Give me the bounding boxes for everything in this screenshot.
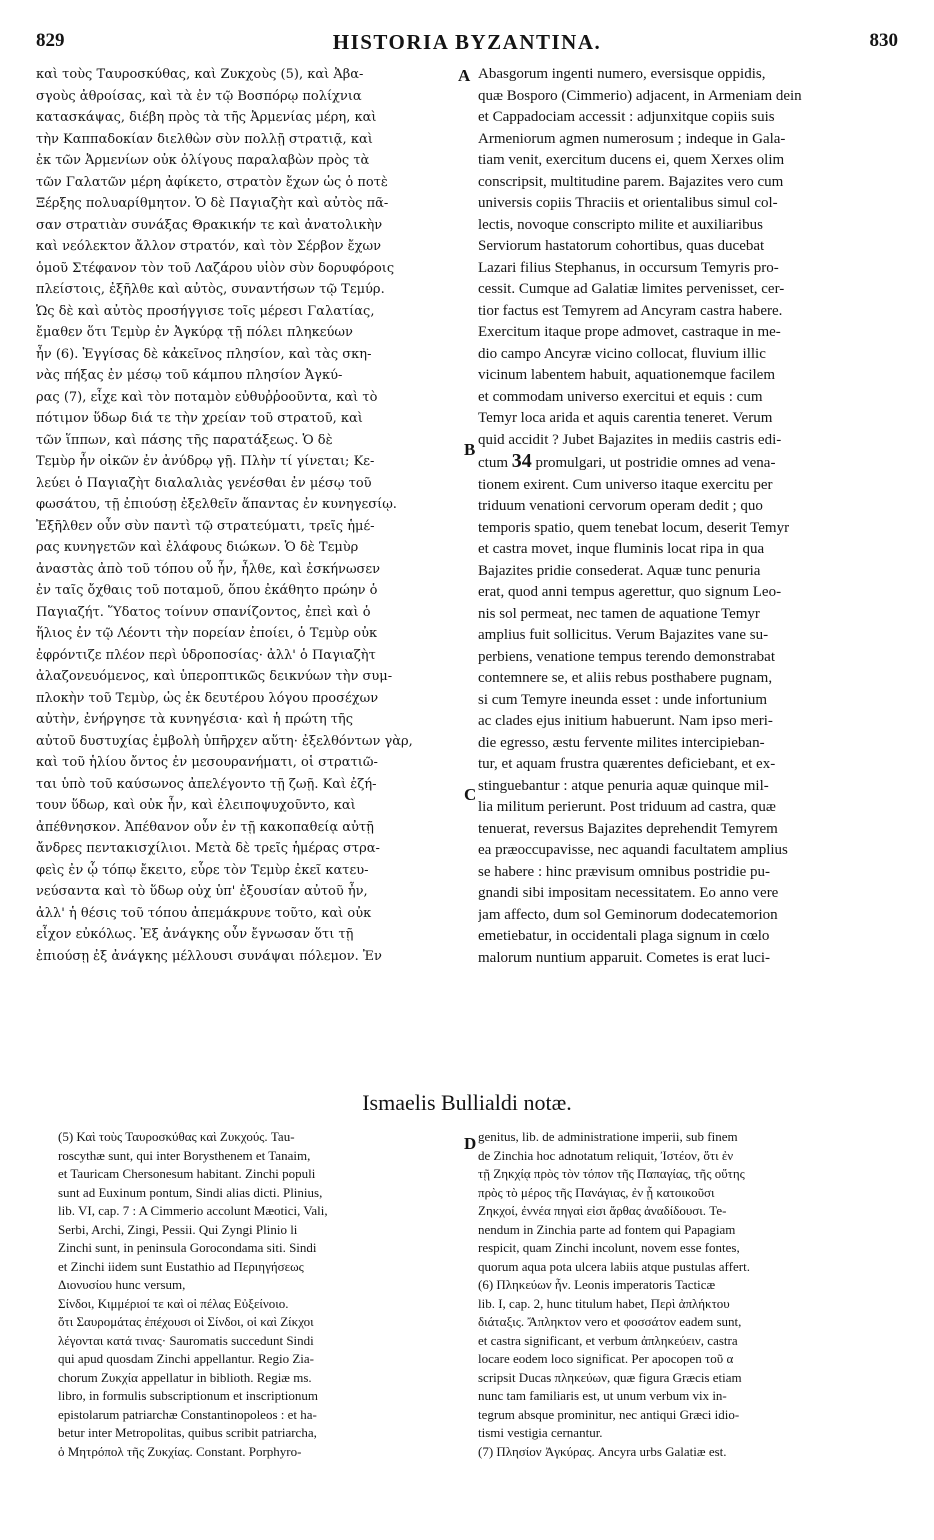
greek-text-line: καὶ τοὺς Ταυροσκύθας, καὶ Ζυκχοὺς (5), καὶ Ἀβα- [36, 67, 364, 82]
note-line: nunc tam familiaris est, ut unum verbum vix in- [478, 1388, 727, 1403]
latin-text-line: stinguebantur : atque penuria aquæ quinque mil- [478, 777, 769, 794]
note-line: betur inter Metropolitas, quibus scribit patriarcha, [58, 1425, 317, 1440]
greek-text-line: Παγιαζήτ. Ὕδατος τοίνυν σπανίζοντος, ἐπεὶ καὶ ὁ [36, 604, 371, 620]
note-line: libro, in formulis subscriptionum et inscriptionum [58, 1388, 318, 1403]
note-line: chorum Ζυκχία appellatur in biblioth. Regiæ ms. [58, 1369, 312, 1385]
greek-text-line: εἶχον εὐκόλως. Ἐξ ἀνάγκης οὖν ἔγνωσαν ὅτι τῇ [36, 927, 354, 942]
greek-text-line: ἀπέθνησκον. Ἀπέθανον οὖν ἐν τῇ κακοπαθείᾳ αὐτῇ [36, 819, 374, 835]
latin-text-line: Exercitum itaque prope admovet, castraque in me- [478, 324, 781, 340]
greek-text-line: ἥλιος ἐν τῷ Λέοντι τὴν πορείαν ἐποίει, ὁ Τεμὺρ οὐκ [36, 626, 378, 641]
page-number-right: 830 [869, 30, 898, 51]
note-line: τῇ Ζηκχίᾳ πρὸς τὸν τόπον τῆς Παπαγίας, τῆς οὔτης [478, 1166, 745, 1181]
note-line: et Tauricam Chersonesum habitant. Zinchi populi [58, 1166, 316, 1181]
note-line: nendum in Zinchia parte ad fontem qui Papagiam [478, 1221, 736, 1237]
latin-text-line: si cum Temyre ineunda esset : unde infortunium [478, 691, 768, 708]
latin-text-line: amplius fuit sollicitus. Verum Bajazites vane su- [478, 627, 769, 643]
greek-text-line: ἀναστὰς ἀπὸ τοῦ τόπου οὗ ἦν, ἦλθε, καὶ ἐσκήνωσεν [36, 561, 381, 577]
greek-text-line: σαν στρατιὰν συνάξας Θρακικήν τε καὶ ἀνατολικὴν [36, 217, 383, 233]
latin-text-line: Serviorum hastatorum cohortibus, quas ducebat [478, 238, 765, 254]
greek-text-line: πλοκὴν τοῦ Τεμὺρ, ὡς ἐκ δευτέρου λόγου προσέχων [36, 690, 379, 706]
notes-right-column [478, 1128, 902, 1461]
greek-text-line: αὐτοῦ δυστυχίας ἐμβολὴ ὑπῆρχεν αὕτη· ἐξελθόντων γὰρ, [36, 733, 413, 749]
note-line: epistolarum patriarchæ Constantinopoleos : et ha- [58, 1406, 317, 1422]
note-line: ὅτι Σαυρομάτας ἐπέχουσι οἱ Σίνδοι, οἱ καὶ Ζίκχοι [58, 1314, 314, 1329]
note-line: locare eodem loco significat. Per apocopen τοῦ α [478, 1351, 734, 1366]
greek-text-line: ἀλαζονευόμενος, καὶ ὑπεροπτικῶς δεικνύων τὴν συμ- [36, 669, 393, 684]
greek-text-line: αὐτὴν, ἐνήργησε τὰ κυνηγέσια· καὶ ἡ πρώτη τῆς [36, 712, 353, 727]
note-line: lib. VI, cap. 7 : A Cimmerio accolunt Mæotici, Vali, [58, 1203, 328, 1218]
latin-text-line: tenuerat, reversus Bajazites deprehendit Temyrem [478, 820, 778, 837]
note-line: et castra significant, et verbum ἀπληκεύειν, castra [478, 1332, 738, 1348]
latin-text-line: perbiens, venatione tempus terendo demonstrabat [478, 648, 775, 665]
latin-text-line: gnandi sibi impositam necessitatem. Eo anno vere [478, 885, 779, 901]
latin-text-line: et commodam universo exercitui et equis : cum [478, 388, 763, 405]
latin-text-line: tionem exirent. Cum universo itaque exercitu per [478, 476, 773, 493]
note-line: Διονυσίου hunc versum, [58, 1277, 186, 1292]
greek-text-line: κατασκάψας, διέβη πρὸς τὰ τῆς Ἀρμενίας μέρη, καὶ [36, 110, 377, 125]
greek-text-line: νεύσαντα καὶ τὸ ὕδωρ οὐχ ὑπ' ἐξουσίαν αὐτοῦ ἦν, [36, 884, 368, 899]
latin-text-line: dio campo Ancyræ vicino collocat, fluvium illic [478, 345, 766, 362]
greek-text-line: ρας κυνηγετῶν καὶ ἐλάφους διώκων. Ὁ δὲ Τεμὺρ [36, 540, 359, 555]
latin-text-line: cessit. Cumque ad Galatiæ limites pervenisset, cer- [478, 281, 785, 297]
latin-text-line: Armeniorum agmen numerosum ; indeque in Gala- [478, 130, 786, 147]
greek-text-line: τουν ὕδωρ, καὶ οὐκ ἦν, καὶ ἐλειποψυχοῦντο, καὶ [36, 798, 356, 813]
greek-text-line: πότιμον ὕδωρ διά τε τὴν χρείαν τοῦ στρατοῦ, καὶ [36, 411, 363, 426]
greek-text-line: ἐπιούσῃ ἐξ ἀνάγκης μέλλουσι συνάψαι πόλεμον. Ἐν [36, 948, 382, 964]
note-line: πρὸς τὸ μέρος τῆς Πανάγιας, ἐν ᾗ κατοικοῦσι [478, 1184, 715, 1200]
greek-text-line: Τεμὺρ ἦν οἰκῶν ἐν ἀνύδρῳ γῇ. Πλὴν τί γίνεται; Κε- [36, 454, 375, 469]
note-line: genitus, lib. de administratione imperii, sub finem [478, 1129, 738, 1144]
latin-text-line: lia militum perierunt. Post triduum ad castra, quæ [478, 799, 776, 815]
margin-marker-c: C [464, 785, 477, 804]
greek-text-column [36, 64, 462, 967]
greek-text-line: ἄνδρες πεντακισχίλιοι. Μετὰ δὲ τρεῖς ἡμέρας στρα- [36, 841, 380, 856]
greek-text-line: λεύει ὁ Παγιαζὴτ διαλαλιὰς γενέσθαι ἐν μέσῳ τοῦ [36, 475, 372, 491]
greek-text-line: νὰς πήξας ἐν μέσῳ τοῦ κάμπου πλησίον Ἀγκύ- [36, 368, 343, 383]
note-line: (7) Πλησίον Ἀγκύρας. Ancyra urbs Galatiæ est. [478, 1443, 727, 1459]
note-line: qui apud quosdam Zinchi appellantur. Regio Zia- [58, 1351, 314, 1366]
note-line: sunt ad Euxinum pontum, Sindi alias dicti. Plinius, [58, 1184, 323, 1200]
latin-text-column [478, 64, 902, 969]
note-line: (6) Πληκεύων ἦν. Leonis imperatoris Tacticæ [478, 1277, 716, 1292]
inline-page-number: 34 [511, 451, 532, 472]
latin-text-line: contemnere se, et aliis rebus posthabere pugnam, [478, 670, 773, 686]
greek-text-line: τῶν Γαλατῶν μέρη ἀφίκετο, στρατὸν ἔχων ὡς ὁ ποτὲ [36, 174, 388, 190]
note-line: quorum aqua pota ulcera labiis atque pustulas affert. [478, 1258, 750, 1274]
greek-text-line: ἐν ταῖς ὄχθαις τοῦ ποταμοῦ, ὅπου ἐκάθητο πρώην ὁ [36, 583, 378, 598]
latin-text-line: jam affecto, dum sol Geminorum dodecatemorion [478, 906, 778, 923]
greek-text-line: ρας (7), εἶχε καὶ τὸν ποταμὸν εὐθυῤῥοοῦντα, καὶ τὸ [36, 389, 378, 405]
latin-text-line: Abasgorum ingenti numero, eversisque oppidis, [478, 66, 766, 82]
greek-text-line: Ξέρξης πολυαρίθμητον. Ὁ δὲ Παγιαζὴτ καὶ αὐτὸς πᾶ- [36, 196, 389, 211]
greek-text-line: ἔμαθεν ὅτι Τεμὺρ ἐν Ἀγκύρᾳ τῇ πόλει πληκεύων [36, 325, 353, 340]
latin-text-line: tiam venit, exercitum ducens ei, quem Xerxes olim [478, 152, 785, 168]
latin-text-line: ea præoccupavisse, nec aquandi facultatem amplius [478, 842, 788, 858]
greek-text-line: ἐφρόντιζε πλέον περὶ ὑδροποσίας· ἀλλ' ὁ Παγιαζὴτ [36, 647, 376, 663]
latin-text-line: universis copiis Thraciis et orientalibus simul col- [478, 195, 778, 211]
latin-text-line: ac clades ejus initium habuerunt. Nam ipso meri- [478, 713, 773, 729]
page-number-left: 829 [36, 30, 65, 51]
note-line: roscythæ sunt, qui inter Borysthenem et Tanaim, [58, 1147, 311, 1163]
margin-marker-b: B [464, 440, 476, 459]
latin-text-line: vicinum labentem habuit, aquationemque facilem [478, 367, 775, 383]
note-line: (5) Καὶ τοὺς Ταυροσκύθας καὶ Ζυκχούς. Tau- [58, 1129, 295, 1144]
latin-text-line: quid accidit ? Jubet Bajazites in mediis castris edi- [478, 431, 782, 448]
greek-text-line: πλείστοις, ἐξῆλθε καὶ αὐτὸς, συναντήσων τῷ Τεμύρ. [36, 282, 385, 297]
latin-text-line: conscripsit, multitudine parem. Bajazites vero cum [478, 173, 784, 190]
greek-text-line: ται ὑπὸ τοῦ καύσωνος ἀπελέγοντο τῇ ζωῇ. Καὶ ἐζή- [36, 776, 377, 792]
note-line: respicit, quam Zinchi incolunt, novem esse fontes, [478, 1240, 740, 1255]
greek-text-line: σγοὺς ἀθροίσας, καὶ τὰ ἐν τῷ Βοσπόρῳ πολίχνια [36, 88, 362, 104]
latin-text-line: Temyr loca arida et aquis carentia teneret. Verum [478, 410, 773, 426]
note-line: et Zinchi iidem sunt Eustathio ad Περιηγήσεως [58, 1258, 304, 1274]
note-line: Ζηκχοί, ἐννέα πηγαὶ εἰσι ἄρθας ἀναδίδουσι. Te- [478, 1203, 727, 1218]
latin-text-line: tur, et aquam frustra quærentes deficiebant, et ex- [478, 756, 776, 772]
greek-text-line: καὶ νεόλεκτον ἄλλον στρατόν, καὶ τὸν Σέρβον ἔχων [36, 239, 382, 254]
margin-marker-d: D [464, 1134, 477, 1153]
notes-heading: Ismaelis Bullialdi notæ. [362, 1090, 572, 1115]
latin-text-line: se habere : hinc prævisum omnibus postridie pu- [478, 863, 771, 880]
greek-text-line: ἀλλ' ἡ θέσις τοῦ τόπου ἀπεμάκρυνε τοῦτο, καὶ οὐκ [36, 905, 372, 921]
running-title: HISTORIA BYZANTINA. [332, 30, 602, 54]
latin-text-line: erat, quod anni tempus agerettur, quo signum Leo- [478, 584, 782, 600]
note-line: tegrum absque prominitur, nec antiqui Græci idio- [478, 1406, 740, 1422]
note-line: de Zinchia hoc adnotatum reliquit, Ἰστέον, ὅτι ἐν [478, 1147, 734, 1163]
margin-marker-a: A [458, 66, 471, 85]
note-line: Σίνδοι, Κιμμέριοί τε καὶ οἱ πέλας Εὐξείνοιο. [58, 1295, 289, 1311]
latin-text-line: triduum venationi cervorum operam dedit ; quo [478, 498, 763, 514]
greek-text-line: τῶν ἵππων, καὶ πάσης τῆς παρατάξεως. Ὁ δὲ [36, 432, 333, 448]
greek-text-line: ἦν (6). Ἐγγίσας δὲ κἀκεῖνος πλησίον, καὶ τὰς σκη- [36, 346, 372, 362]
greek-text-line: φεὶς ἐν ᾧ τόπῳ ἔκειτο, εὗρε τὸν Τεμὺρ ἐκεῖ κατευ- [36, 862, 369, 878]
note-line: ὁ Μητρόπολ τῆς Ζυκχίας. Constant. Porphyro- [58, 1443, 302, 1459]
latin-text-line: emetiebatur, in occidentali plaga signum in cœlo [478, 928, 770, 944]
note-line: tismi vestigia cernantur. [478, 1425, 603, 1440]
greek-text-line: τὴν Καππαδοκίαν διελθὼν σὺν πολλῇ στρατιᾷ, καὶ [36, 131, 373, 147]
latin-text-line: lectis, novoque conscripto milite et auxiliaribus [478, 216, 763, 233]
latin-text-line: nis sol permeat, nec tamen de aquatione Temyr [478, 605, 760, 622]
latin-text-line: quæ Bosporo (Cimmerio) adjacent, in Armeniam dein [478, 87, 802, 104]
note-line: lib. I, cap. 2, hunc titulum habet, Περὶ ἀπλήκτου [478, 1295, 730, 1311]
latin-text-line: et castra movet, inque fluminis locat ripa in qua [478, 541, 765, 557]
greek-text-line: φωσάτου, τῇ ἐπιούσῃ ἐξελθεῖν ἅπαντας ἐν κυνηγεσίῳ. [36, 497, 397, 512]
latin-text-line: malorum nuntium apparuit. Cometes is erat luci- [478, 949, 771, 966]
greek-text-line: Ὡς δὲ καὶ αὐτὸς προσήγγισε τοῖς μέρεσι Γαλατίας, [36, 303, 375, 319]
note-line: Zinchi sunt, in peninsula Gorocondama siti. Sindi [58, 1240, 317, 1255]
note-line: scripsit Ducas πληκεύων, quæ figura Græcis etiam [478, 1369, 742, 1385]
note-line: Serbi, Archi, Zingi, Pessii. Qui Zyngi Plinio li [58, 1221, 298, 1237]
note-line: διάταξις. Ἄπληκτον vero et φοσσάτον eadem sunt, [478, 1314, 742, 1329]
latin-text-line: Bajazites pridie consederat. Aquæ tunc penuria [478, 562, 761, 579]
running-header [36, 30, 898, 58]
latin-text-line: Lazari filius Stephanus, in occursum Temyris pro- [478, 259, 779, 276]
latin-text-line: die egresso, æstu fervente milites intercipieban- [478, 734, 765, 751]
latin-text-line: et Cappadociam accessit : adjunxitque copiis suis [478, 109, 775, 125]
latin-text-line: ctum 34 promulgari, ut postridie omnes ad vena- [478, 451, 776, 472]
note-line: λέγονται κατά τινας· Sauromatis succedunt Sindi [58, 1332, 314, 1348]
notes-left-column [58, 1128, 462, 1461]
latin-text-line: temporis spatio, quem tenebat locum, deserit Temyr [478, 519, 790, 536]
greek-text-line: καὶ τοῦ ἡλίου ὄντος ἐν μεσουρανήματι, οἱ στρατιῶ- [36, 755, 378, 770]
greek-text-line: ἐκ τῶν Ἀρμενίων οὐκ ὀλίγους παραλαβὼν πρὸς τὰ [36, 153, 370, 168]
greek-text-line: Ἐξῆλθεν οὖν σὺν παντὶ τῷ στρατεύματι, τρεῖς ἡμέ- [36, 518, 375, 534]
greek-text-line: ὁμοῦ Στέφανον τὸν τοῦ Λαζάρου υἱὸν σὺν δορυφόροις [36, 260, 395, 276]
latin-text-line: tior factus est Temyrem ad Ancyram castra habere. [478, 302, 783, 319]
